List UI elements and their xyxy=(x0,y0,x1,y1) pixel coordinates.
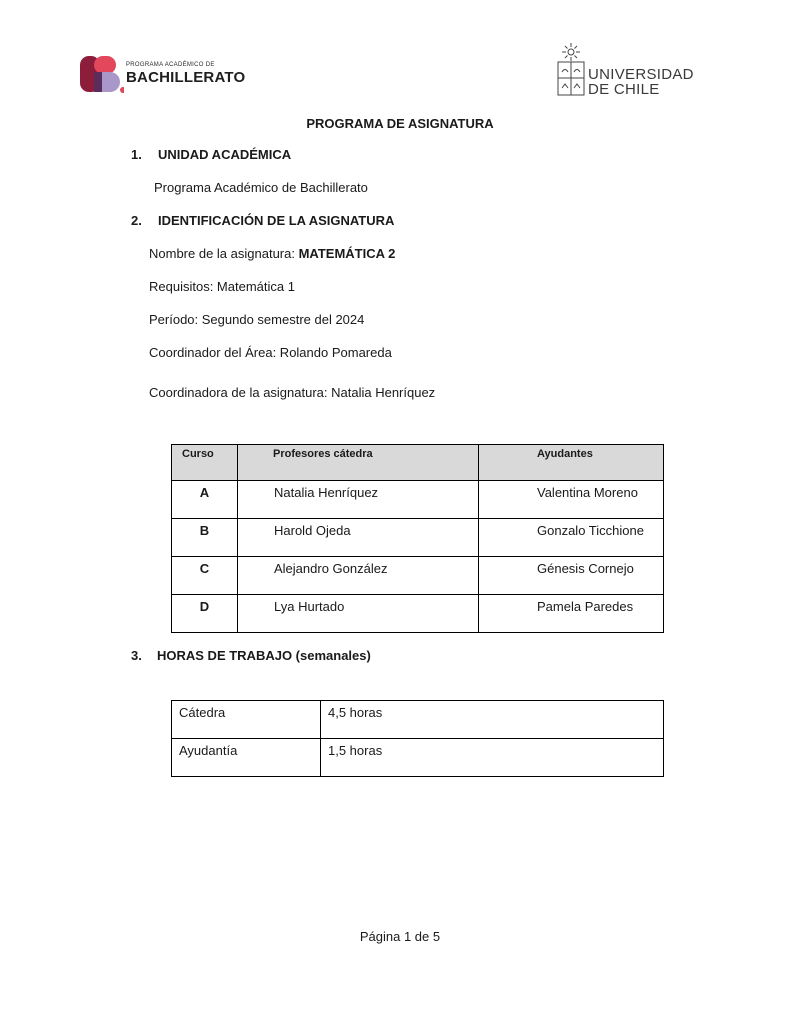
university-name-line2: DE CHILE xyxy=(588,81,660,98)
academic-unit-text: Programa Académico de Bachillerato xyxy=(154,180,368,195)
table-row xyxy=(172,557,664,595)
activity-cell: Cátedra xyxy=(172,701,321,739)
professor-cell: Lya Hurtado xyxy=(238,595,479,633)
subject-coordinator-line: Coordinadora de la asignatura: Natalia Henríquez xyxy=(149,385,436,400)
logo-subtitle: PROGRAMA ACADÉMICO DE xyxy=(126,62,215,68)
section-1-heading xyxy=(131,147,291,162)
section-1-number: 1. xyxy=(131,147,142,162)
section-2-heading xyxy=(131,213,394,228)
course-cell: C xyxy=(172,557,238,595)
table-row xyxy=(172,481,664,519)
section-3-number: 3. xyxy=(131,648,142,663)
area-coordinator-line: Coordinador del Área: Rolando Pomareda xyxy=(149,345,392,360)
professor-cell: Natalia Henríquez xyxy=(238,481,479,519)
header-ayudantes: Ayudantes xyxy=(479,445,664,481)
course-cell: B xyxy=(172,519,238,557)
table-row xyxy=(172,519,664,557)
header-curso: Curso xyxy=(172,445,238,481)
universidad-de-chile-logo xyxy=(555,42,695,98)
assistant-cell: Gonzalo Ticchione xyxy=(479,519,664,557)
staff-table xyxy=(171,444,664,633)
section-2-title: IDENTIFICACIÓN DE LA ASIGNATURA xyxy=(158,213,395,228)
section-1-title: UNIDAD ACADÉMICA xyxy=(158,147,292,162)
hours-cell: 1,5 horas xyxy=(321,739,664,777)
professor-cell: Harold Ojeda xyxy=(238,519,479,557)
assistant-cell: Pamela Paredes xyxy=(479,595,664,633)
section-3-heading xyxy=(131,648,371,663)
staff-table-header-row xyxy=(172,445,664,481)
page-number: Página 1 de 5 xyxy=(359,929,441,944)
bachillerato-logo xyxy=(80,52,250,96)
professor-cell: Alejandro González xyxy=(238,557,479,595)
table-row xyxy=(172,595,664,633)
table-row xyxy=(172,701,664,739)
section-2-number: 2. xyxy=(131,213,142,228)
period-line: Período: Segundo semestre del 2024 xyxy=(149,312,365,327)
subject-name-line xyxy=(149,246,395,261)
activity-cell: Ayudantía xyxy=(172,739,321,777)
logo-title: BACHILLERATO xyxy=(126,69,246,86)
section-3-title: HORAS DE TRABAJO (semanales) xyxy=(157,648,371,663)
course-cell: A xyxy=(172,481,238,519)
subject-name-value: MATEMÁTICA 2 xyxy=(298,246,396,261)
table-row xyxy=(172,739,664,777)
assistant-cell: Génesis Cornejo xyxy=(479,557,664,595)
hours-table xyxy=(171,700,664,777)
bachillerato-logo-mark-icon xyxy=(80,52,124,96)
document-title: PROGRAMA DE ASIGNATURA xyxy=(306,116,494,131)
header-profesores: Profesores cátedra xyxy=(238,445,479,481)
course-cell: D xyxy=(172,595,238,633)
university-crest-icon xyxy=(555,42,587,98)
hours-cell: 4,5 horas xyxy=(321,701,664,739)
subject-name-label: Nombre de la asignatura: xyxy=(149,246,299,261)
assistant-cell: Valentina Moreno xyxy=(479,481,664,519)
university-name-line1: UNIVERSIDAD xyxy=(588,66,694,83)
requirements-line: Requisitos: Matemática 1 xyxy=(149,279,295,294)
